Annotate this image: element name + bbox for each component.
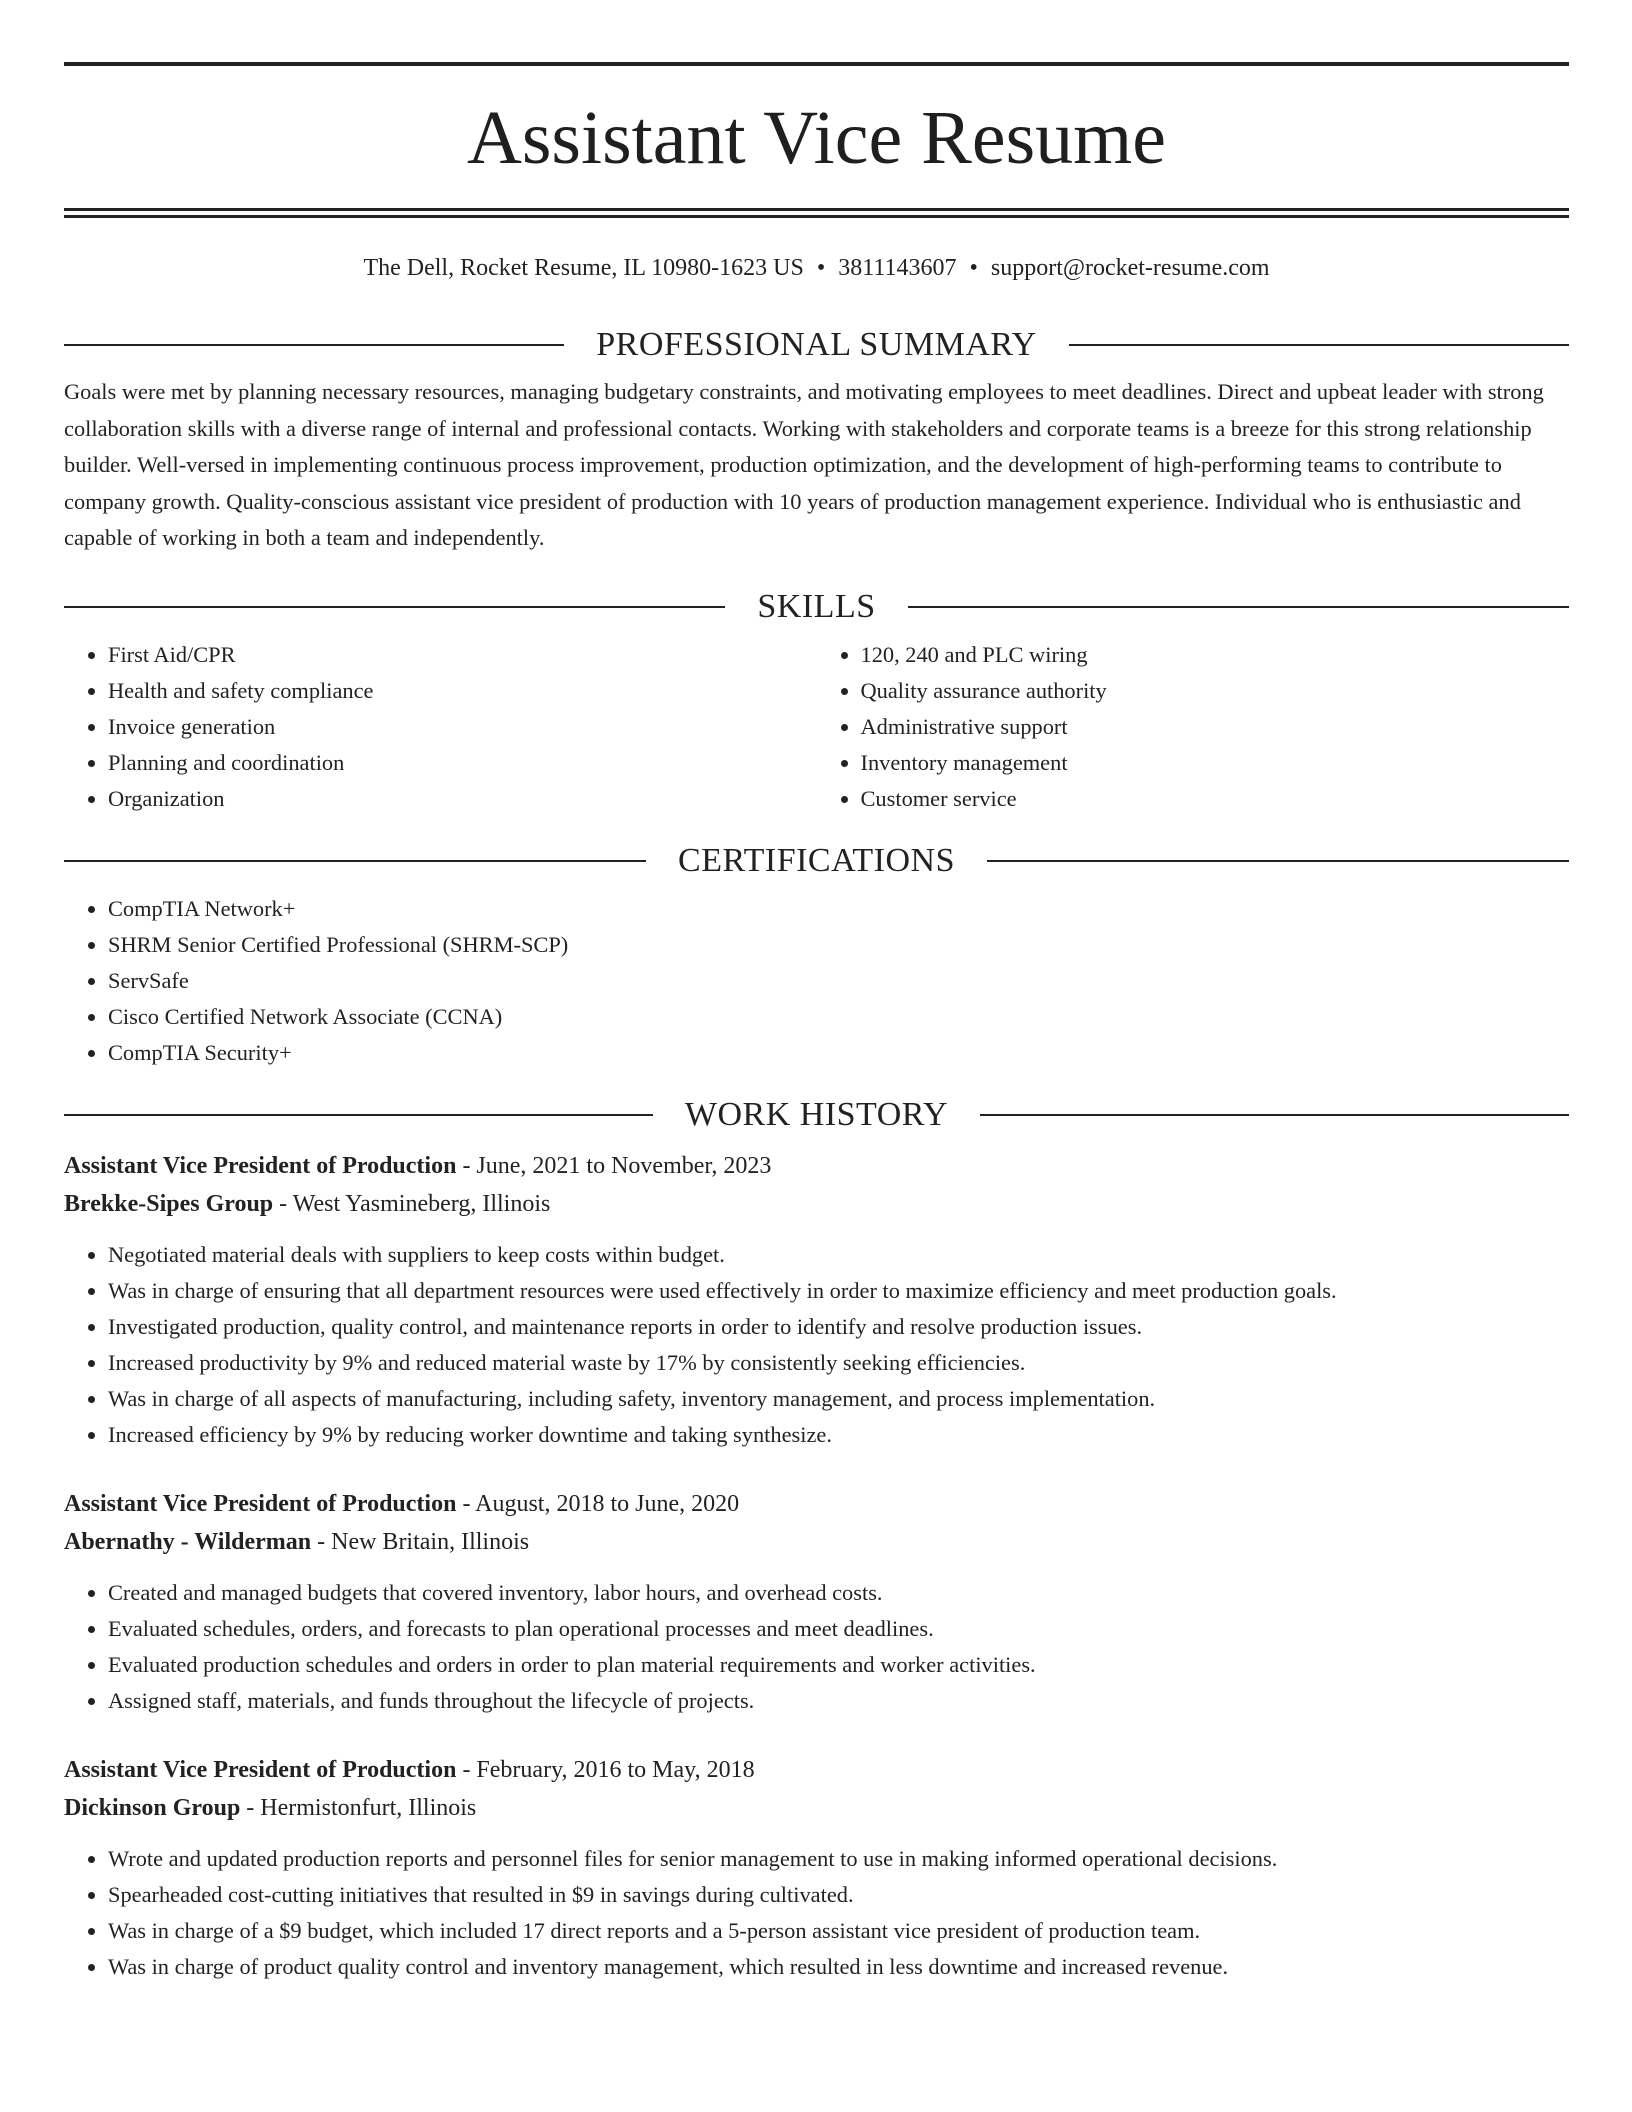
job-dates: - August, 2018 to June, 2020 bbox=[456, 1490, 740, 1517]
job-bullet: • Was in charge of all aspects of manufacturing, including safety, inventory management, and process implementation. bbox=[108, 1381, 1569, 1417]
divider-line bbox=[64, 860, 646, 862]
job-bullet: • Evaluated schedules, orders, and forecasts to plan operational processes and meet deadlines. bbox=[108, 1611, 1569, 1647]
skills-section-header bbox=[64, 587, 1569, 627]
contact-email: support@rocket-resume.com bbox=[990, 255, 1270, 281]
contact-line bbox=[64, 253, 1569, 283]
skill-item: • Organization bbox=[108, 781, 817, 817]
job-dates: - June, 2021 to November, 2023 bbox=[456, 1152, 772, 1179]
summary-section-header bbox=[64, 325, 1569, 365]
work-section-header bbox=[64, 1095, 1569, 1135]
divider-line bbox=[987, 860, 1569, 862]
job-bullet: • Spearheaded cost-cutting initiatives that resulted in $9 in savings during cultivated. bbox=[108, 1877, 1569, 1913]
divider-line bbox=[908, 606, 1569, 608]
job-company: Brekke-Sipes Group bbox=[64, 1190, 274, 1217]
job-title-line bbox=[64, 1485, 1569, 1523]
skill-item: • Planning and coordination bbox=[108, 745, 817, 781]
skills-right-column bbox=[817, 627, 1570, 817]
job-title: Assistant Vice President of Production bbox=[64, 1756, 457, 1783]
skill-item: • Customer service bbox=[861, 781, 1570, 817]
divider-line bbox=[64, 344, 564, 346]
job-bullet: • Was in charge of product quality control and inventory management, which resulted in less downtime and increased revenue. bbox=[108, 1949, 1569, 1985]
job-location: - West Yasmineberg, Illinois bbox=[273, 1190, 551, 1217]
title-double-rule bbox=[64, 208, 1569, 218]
job-title-line bbox=[64, 1751, 1569, 1789]
job-entry bbox=[64, 1147, 1569, 1453]
job-bullet: • Created and managed budgets that covered inventory, labor hours, and overhead costs. bbox=[108, 1575, 1569, 1611]
job-company: Dickinson Group bbox=[64, 1794, 241, 1821]
certifications-list bbox=[64, 891, 1569, 1071]
job-bullet: • Negotiated material deals with suppliers to keep costs within budget. bbox=[108, 1237, 1569, 1273]
certification-item: • Cisco Certified Network Associate (CCNA) bbox=[108, 999, 1569, 1035]
job-company: Abernathy - Wilderman bbox=[64, 1528, 312, 1555]
certifications-section-header bbox=[64, 841, 1569, 881]
job-company-line bbox=[64, 1185, 1569, 1223]
summary-heading: PROFESSIONAL SUMMARY bbox=[596, 326, 1037, 363]
skill-item: • First Aid/CPR bbox=[108, 637, 817, 673]
job-bullets bbox=[64, 1575, 1569, 1719]
job-bullets bbox=[64, 1237, 1569, 1453]
contact-phone: 3811143607 bbox=[838, 255, 957, 281]
job-bullet: • Was in charge of ensuring that all department resources were used effectively in order to maximize efficiency and meet production goals. bbox=[108, 1273, 1569, 1309]
skill-item: • Invoice generation bbox=[108, 709, 817, 745]
resume-title: Assistant Vice Resume bbox=[466, 96, 1167, 180]
job-title-line bbox=[64, 1147, 1569, 1185]
job-bullet: • Increased efficiency by 9% by reducing worker downtime and taking synthesize. bbox=[108, 1417, 1569, 1453]
work-heading: WORK HISTORY bbox=[684, 1095, 949, 1133]
contact-separator: • bbox=[816, 255, 826, 281]
contact-separator: • bbox=[969, 255, 978, 281]
work-history bbox=[64, 1147, 1569, 1985]
job-company-line bbox=[64, 1523, 1569, 1561]
skills-right-list bbox=[817, 637, 1570, 817]
job-title: Assistant Vice President of Production bbox=[64, 1490, 457, 1517]
certification-item: • SHRM Senior Certified Professional (SHRM-SCP) bbox=[108, 927, 1569, 963]
job-entry bbox=[64, 1485, 1569, 1719]
skill-item: • Inventory management bbox=[861, 745, 1570, 781]
contact-address: The Dell, Rocket Resume, IL 10980-1623 US bbox=[363, 255, 804, 281]
certifications-heading: CERTIFICATIONS bbox=[678, 841, 955, 879]
certification-item: • CompTIA Network+ bbox=[108, 891, 1569, 927]
job-location: - New Britain, Illinois bbox=[311, 1528, 530, 1555]
job-bullet: • Evaluated production schedules and orders in order to plan material requirements and worker activities. bbox=[108, 1647, 1569, 1683]
divider-line bbox=[64, 1114, 653, 1116]
job-location: - Hermistonfurt, Illinois bbox=[240, 1794, 477, 1821]
divider-line bbox=[64, 606, 725, 608]
top-rule bbox=[64, 62, 1569, 66]
job-company-line bbox=[64, 1789, 1569, 1827]
job-entry bbox=[64, 1751, 1569, 1985]
certification-item: • CompTIA Security+ bbox=[108, 1035, 1569, 1071]
skills-left-column bbox=[64, 627, 817, 817]
skill-item: • Quality assurance authority bbox=[861, 673, 1570, 709]
job-bullet: • Increased productivity by 9% and reduced material waste by 17% by consistently seeking efficiencies. bbox=[108, 1345, 1569, 1381]
skill-item: • Health and safety compliance bbox=[108, 673, 817, 709]
job-bullet: • Assigned staff, materials, and funds throughout the lifecycle of projects. bbox=[108, 1683, 1569, 1719]
job-bullet: • Was in charge of a $9 budget, which included 17 direct reports and a 5-person assistant vice president of production team. bbox=[108, 1913, 1569, 1949]
certification-item: • ServSafe bbox=[108, 963, 1569, 999]
job-bullet: • Wrote and updated production reports and personnel files for senior management to use in making informed operational decisions. bbox=[108, 1841, 1569, 1877]
skills-heading: SKILLS bbox=[757, 587, 876, 625]
job-bullet: • Investigated production, quality control, and maintenance reports in order to identify and resolve production issues. bbox=[108, 1309, 1569, 1345]
divider-line bbox=[1069, 344, 1569, 346]
summary-text: Goals were met by planning necessary resources, managing budgetary constraints, and motivating employees to meet deadlines. Direct and upbeat leader with strong collaboration skills with a diverse range of internal and professional contacts. Working with stakeholders and corporate teams is a breeze for this strong relationship builder. Well-versed in implementing continuous process improvement, production optimization, and the development of high-performing teams to contribute to company growth. Quality-conscious assistant vice president of production with 10 years of production management experience. Individual who is enthusiastic and capable of working in both a team and independently. bbox=[64, 379, 1544, 550]
skill-item: • 120, 240 and PLC wiring bbox=[861, 637, 1570, 673]
job-title: Assistant Vice President of Production bbox=[64, 1152, 457, 1179]
skills-left-list bbox=[64, 637, 817, 817]
divider-line bbox=[980, 1114, 1569, 1116]
skill-item: • Administrative support bbox=[861, 709, 1570, 745]
skills-columns bbox=[64, 627, 1569, 817]
job-dates: - February, 2016 to May, 2018 bbox=[456, 1756, 755, 1783]
job-bullets bbox=[64, 1841, 1569, 1985]
